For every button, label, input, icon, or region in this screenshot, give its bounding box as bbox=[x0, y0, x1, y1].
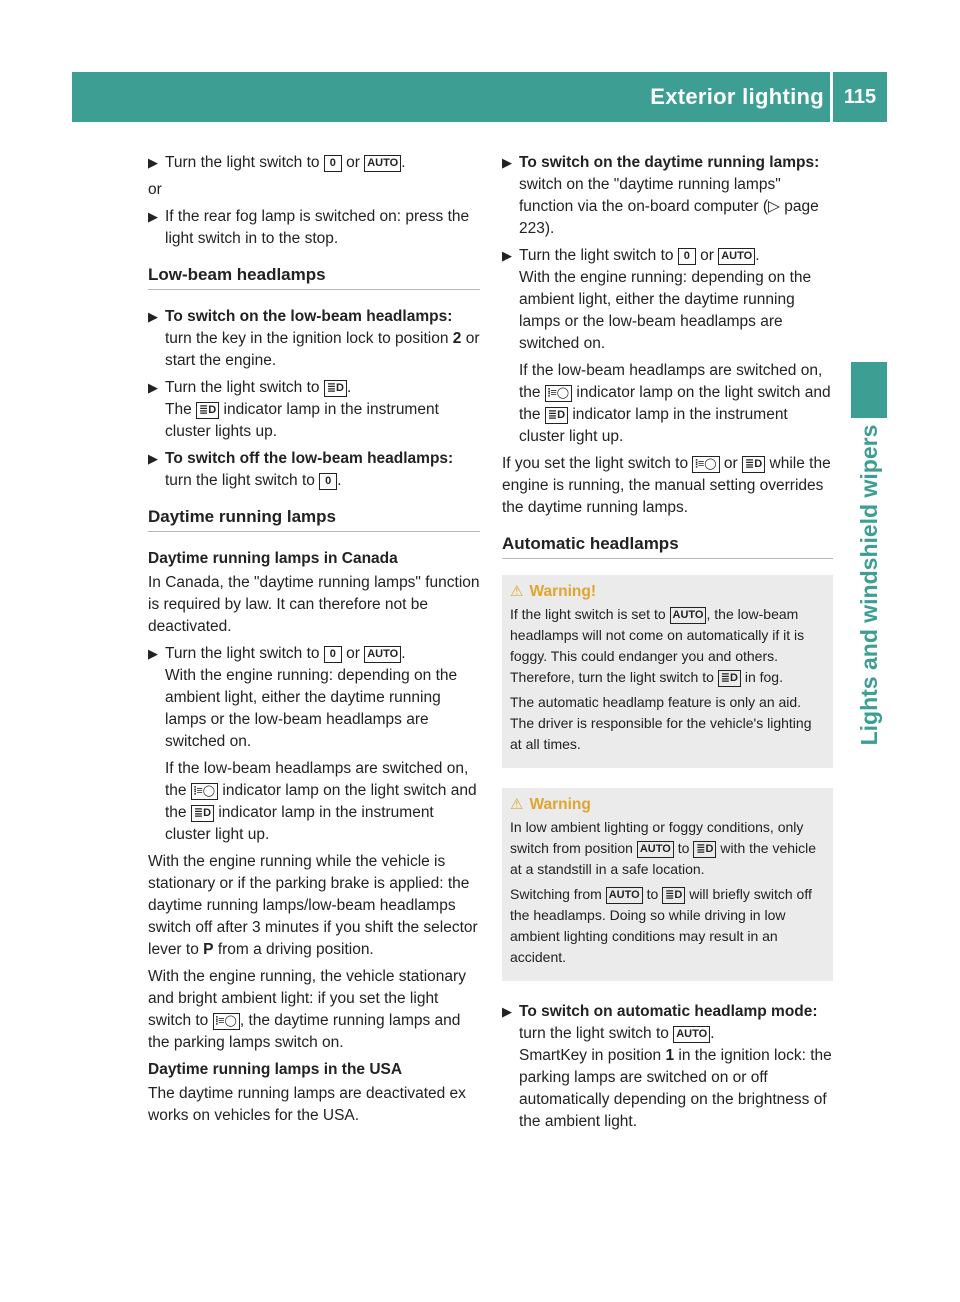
low-beam-icon: ≣D bbox=[693, 841, 716, 858]
auto-icon: AUTO bbox=[364, 646, 401, 663]
paragraph: With the engine running, the vehicle stationary and bright ambient light: if you set the light switch to ⦙≡◯ , the daytime running lamps and the parking lamps switch on. bbox=[148, 968, 466, 1051]
section-heading-automatic: Automatic headlamps bbox=[502, 533, 833, 559]
low-beam-icon: ≣D bbox=[662, 887, 685, 904]
auto-icon: AUTO bbox=[670, 607, 707, 624]
switch-off-icon: 0 bbox=[678, 248, 696, 265]
low-beam-icon: ≣D bbox=[191, 805, 214, 822]
low-beam-icon: ≣D bbox=[545, 407, 568, 424]
paragraph: If you set the light switch to ⦙≡◯ or ≣D while the engine is running, the manual setting overrides the daytime running lamps. bbox=[502, 455, 831, 516]
instruction-item: ▶ Turn the light switch to 0 or AUTO . With the engine running: depending on the ambient light, either the daytime running lamps or the low-beam headlamps are switched on. If the low-beam headlamps are switched on, the ⦙≡◯ indicator lamp on the light switch and the ≣D indicator lamp in the instrument cluster light up. bbox=[148, 645, 477, 843]
subheading-canada: Daytime running lamps in Canada bbox=[148, 550, 398, 567]
auto-icon: AUTO bbox=[718, 248, 755, 265]
paragraph: In Canada, the "daytime running lamps" function is required by law. It can therefore not be deactivated. bbox=[148, 574, 480, 635]
instruction-item: ▶ To switch on the daytime running lamps: switch on the "daytime running lamps" function via the on-board computer (▷ page 223). bbox=[502, 154, 820, 237]
page-title: Exterior lighting bbox=[650, 84, 824, 109]
daytime-lamp-icon: ⦙≡◯ bbox=[545, 385, 572, 402]
bullet-icon: ▶ bbox=[148, 380, 158, 395]
daytime-lamp-icon: ⦙≡◯ bbox=[692, 456, 719, 473]
auto-icon: AUTO bbox=[364, 155, 401, 172]
right-column bbox=[502, 152, 833, 1138]
auto-icon: AUTO bbox=[673, 1026, 710, 1043]
section-heading-daytime: Daytime running lamps bbox=[148, 506, 480, 532]
instruction-item: ▶ Turn the light switch to 0 or AUTO . bbox=[148, 152, 480, 174]
instruction-item: ▶ Turn the light switch to ≣D . The ≣D indicator lamp in the instrument cluster lights up. bbox=[148, 379, 439, 440]
or-text: or bbox=[148, 181, 162, 198]
bullet-icon: ▶ bbox=[148, 309, 158, 324]
bullet-icon: ▶ bbox=[502, 1004, 512, 1019]
warning-box: ⚠ Warning! If the light switch is set to AUTO , the low-beam headlamps will not come on automatically if it is foggy. This could endanger you and others. Therefore, turn the light switch to ≣D in fog. The automatic headlamp feature is only an aid. The driver is responsible for the vehicle's lighting at all times. bbox=[502, 575, 833, 768]
warning-icon: ⚠ bbox=[510, 796, 524, 813]
left-column bbox=[148, 152, 480, 1132]
low-beam-icon: ≣D bbox=[196, 402, 219, 419]
warning-box: ⚠ Warning In low ambient lighting or foggy conditions, only switch from position AUTO to ≣D with the vehicle at a standstill in a safe location. Switching from AUTO to ≣D will briefly switch off the headlamps. Doing so while driving in low ambient lighting conditions may result in an accident. bbox=[502, 788, 833, 981]
auto-icon: AUTO bbox=[637, 841, 674, 858]
switch-off-icon: 0 bbox=[324, 155, 342, 172]
bullet-icon: ▶ bbox=[502, 155, 512, 170]
switch-off-icon: 0 bbox=[324, 646, 342, 663]
bullet-icon: ▶ bbox=[148, 209, 158, 224]
auto-icon: AUTO bbox=[606, 887, 643, 904]
instruction-item: ▶ Turn the light switch to 0 or AUTO . With the engine running: depending on the ambient light, either the daytime running lamps or the low-beam headlamps are switched on. If the low-beam headlamps are switched on, the ⦙≡◯ indicator lamp on the light switch and the ≣D indicator lamp in the instrument cluster light up. bbox=[502, 247, 831, 445]
bullet-icon: ▶ bbox=[502, 248, 512, 263]
paragraph: The daytime running lamps are deactivated ex works on vehicles for the USA. bbox=[148, 1085, 466, 1124]
daytime-lamp-icon: ⦙≡◯ bbox=[191, 783, 218, 800]
paragraph: With the engine running while the vehicle is stationary or if the parking brake is applied: the daytime running lamps/low-beam headlamps switch off after 3 minutes if you shift the selector lever to P from a driving position. bbox=[148, 853, 478, 958]
instruction-item: ▶ If the rear fog lamp is switched on: press the light switch in to the stop. bbox=[148, 208, 470, 247]
instruction-item: ▶ To switch off the low-beam headlamps: turn the light switch to 0 . bbox=[148, 450, 454, 489]
page-number: 115 bbox=[843, 86, 877, 108]
warning-icon: ⚠ bbox=[510, 583, 524, 600]
bullet-icon: ▶ bbox=[148, 451, 158, 466]
daytime-lamp-icon: ⦙≡◯ bbox=[213, 1013, 240, 1030]
bullet-icon: ▶ bbox=[148, 646, 158, 661]
low-beam-icon: ≣D bbox=[324, 380, 347, 397]
instruction-item: ▶ To switch on automatic headlamp mode: turn the light switch to AUTO . SmartKey in position 1 in the ignition lock: the parking lamps are switched on or off automatically depending on the brightness of the ambient light. bbox=[502, 1003, 832, 1130]
low-beam-icon: ≣D bbox=[718, 670, 741, 687]
subheading-usa: Daytime running lamps in the USA bbox=[148, 1061, 403, 1078]
switch-off-icon: 0 bbox=[319, 473, 337, 490]
low-beam-icon: ≣D bbox=[742, 456, 765, 473]
section-heading-low-beam: Low-beam headlamps bbox=[148, 264, 480, 290]
instruction-item: ▶ To switch on the low-beam headlamps: turn the key in the ignition lock to position 2 or start the engine. bbox=[148, 308, 480, 369]
chapter-label: Lights and windshield wipers bbox=[856, 424, 882, 746]
bullet-icon: ▶ bbox=[148, 155, 158, 170]
